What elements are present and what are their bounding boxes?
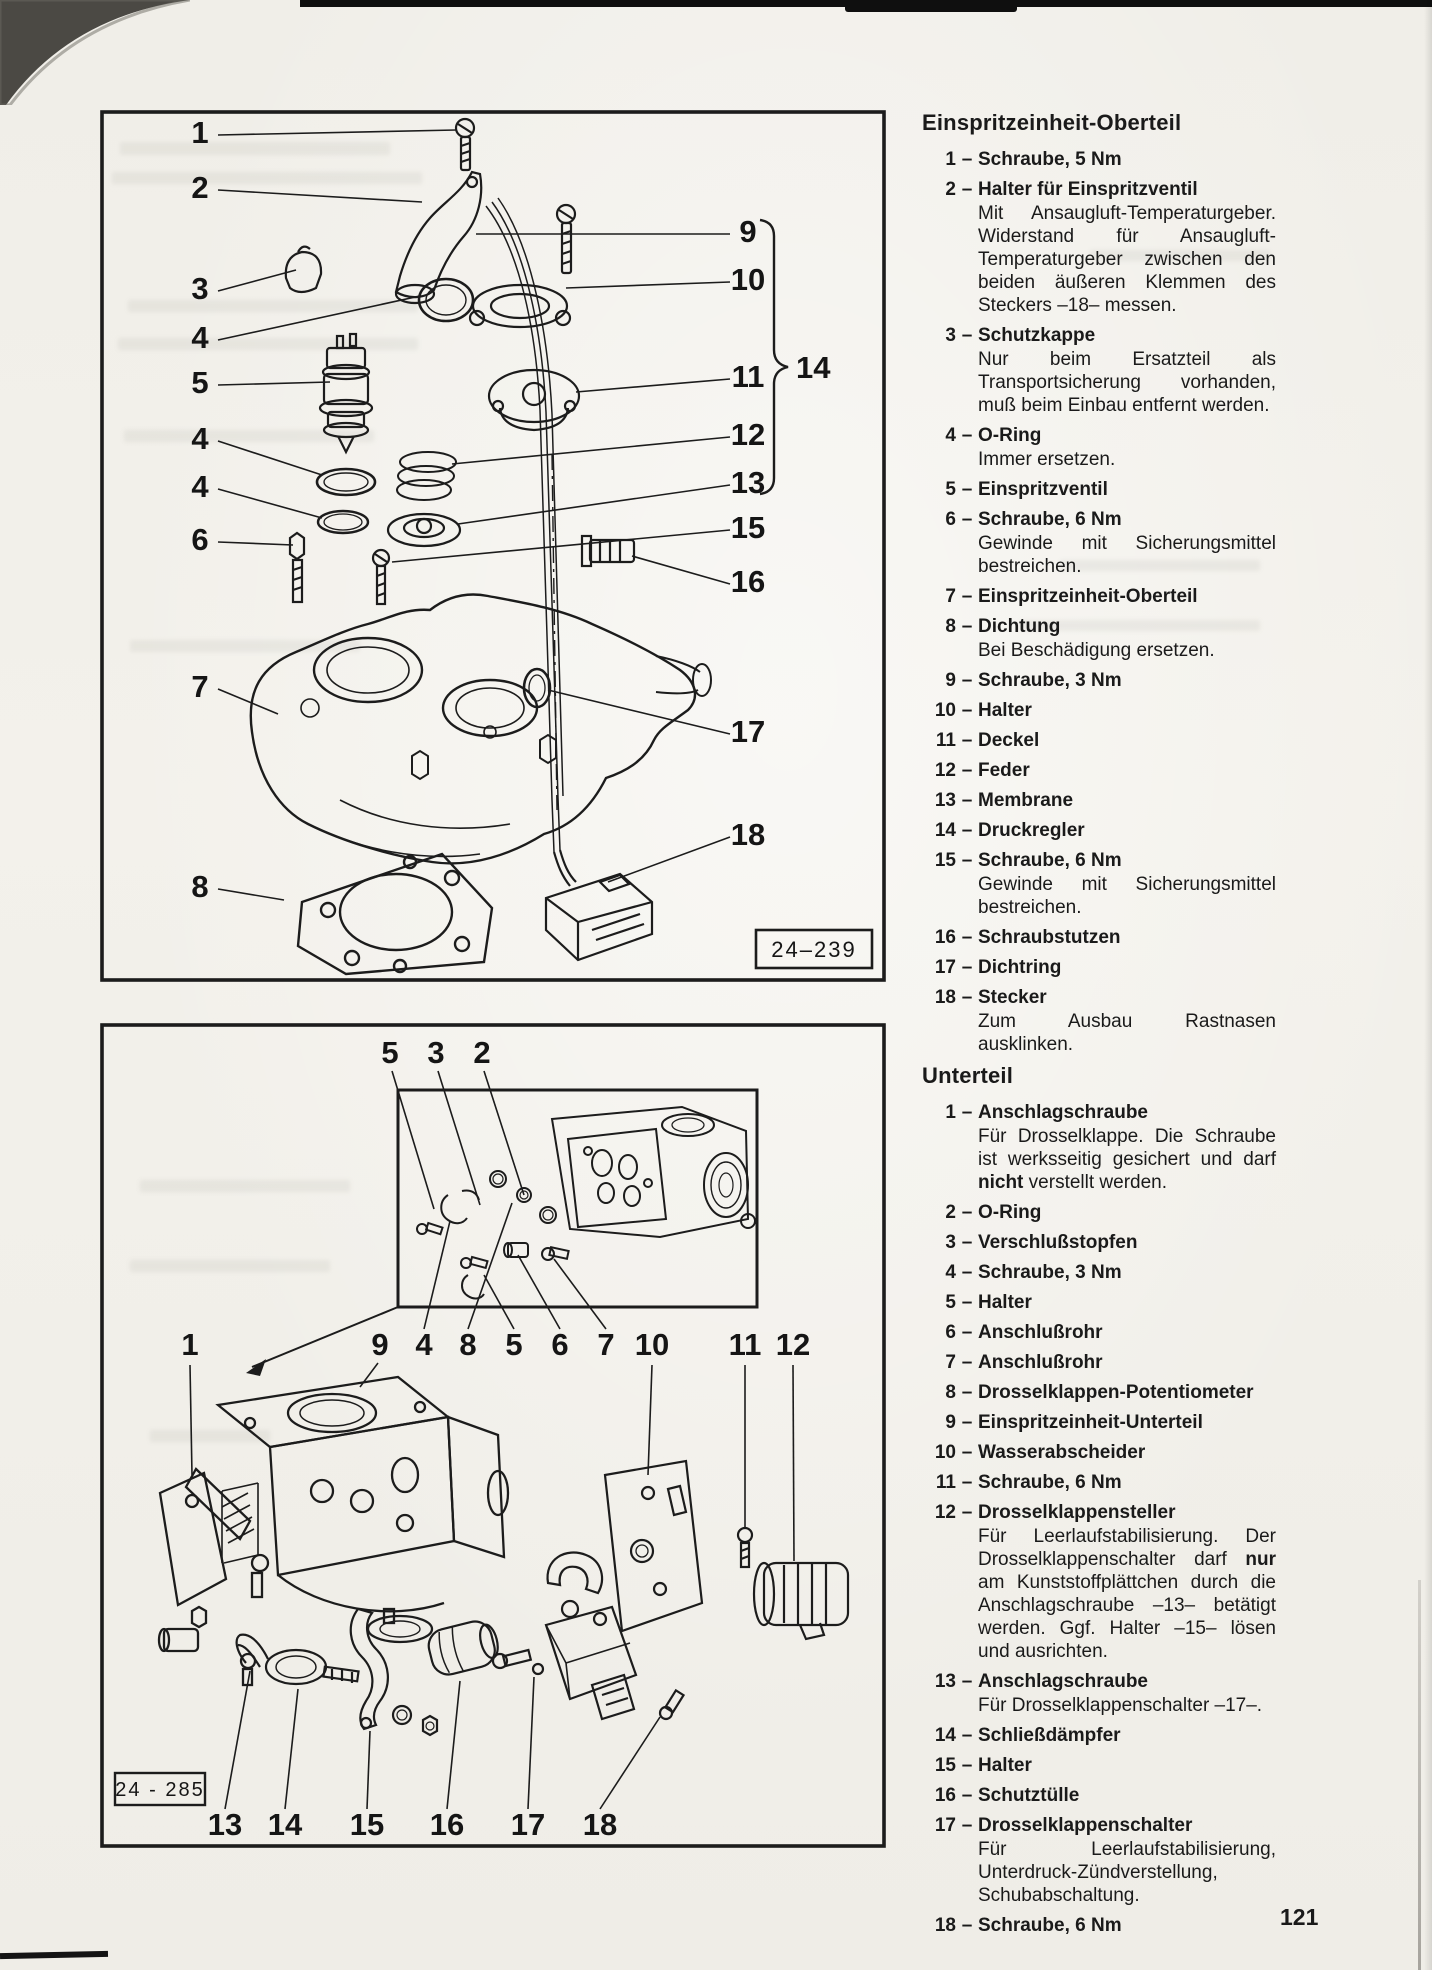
exploded-view-oberteil [100,110,886,982]
part-row [922,1231,1276,1254]
part-dash: – [961,987,973,1008]
connector-part [546,850,652,960]
part-number: 7 [945,586,956,607]
desc-segment: Immer ersetzen. [978,449,1116,470]
holder-part [396,172,481,303]
part-name: Einspritzventil [978,479,1108,500]
part-dash: – [961,1322,973,1343]
seal-ring [524,669,550,707]
rubber-boot [425,1617,502,1678]
figure-oberteil [100,110,886,982]
part-number: 1 [945,149,956,170]
part-description [978,1125,1276,1194]
part-item [922,1291,1276,1314]
callout: 9 [371,1327,389,1362]
part-name: Schraube, 6 Nm [978,1472,1122,1493]
figure-tag: 24 - 285 [115,1779,205,1801]
desc-segment: Für Leerlaufstabilisierung, Unterdruck-Zündverstellung, Schubabschaltung. [978,1839,1276,1906]
part-row [922,585,1276,608]
part-item [922,1231,1276,1254]
part-dash: – [961,1102,973,1123]
part-number: 2 [945,179,956,200]
part-item [922,926,1276,949]
throttle-switch [493,1607,636,1719]
part-dash: – [961,1755,973,1776]
part-row [922,508,1276,531]
part-name: Schraube, 6 Nm [978,509,1122,530]
part-number: 1 [945,1102,956,1123]
part-number: 13 [934,790,956,811]
desc-segment: nur [1245,1549,1276,1570]
part-dash: – [961,179,973,200]
callout: 13 [207,1807,243,1842]
part-number: 14 [934,1725,956,1746]
part-row [922,615,1276,638]
part-name: Halter [978,1292,1032,1313]
part-dash: – [961,1382,973,1403]
part-description [978,448,1276,471]
desc-segment: Gewinde mit Sicherungsmittel bestreichen. [978,533,1276,577]
oberteil-list [922,148,1276,1056]
spring-part [397,452,456,500]
part-item [922,1914,1276,1937]
part-item [922,1814,1276,1907]
part-name: Drosselklappensteller [978,1502,1176,1523]
page-curl-line [1418,1580,1421,1970]
callout: 14 [267,1807,303,1842]
part-number: 9 [945,670,956,691]
oberteil-title: Einspritzeinheit-Oberteil [922,110,1182,135]
scan-edge-bottom [0,1951,108,1959]
screw-part [456,119,474,170]
part-row [922,729,1276,752]
part-item [922,849,1276,919]
part-row [922,1754,1276,1777]
part-dash: – [961,1412,973,1433]
part-name: O-Ring [978,1202,1042,1223]
part-number: 3 [945,1232,956,1253]
part-dash: – [961,1502,973,1523]
part-item [922,986,1276,1056]
callout: 7 [191,669,209,704]
part-item [922,148,1276,171]
inset-assembly [417,1107,755,1298]
callout: 6 [191,522,209,557]
part-row [922,699,1276,722]
part-item [922,1381,1276,1404]
part-item [922,1501,1276,1663]
part-dash: – [961,670,973,691]
part-name: Feder [978,760,1030,781]
part-name: Deckel [978,730,1040,751]
flange-part [470,285,570,327]
part-number: 16 [934,1785,956,1806]
part-number: 13 [934,1671,956,1692]
part-dash: – [961,509,973,530]
figure-tag: 24–239 [771,937,857,962]
part-name: Schließdämpfer [978,1725,1121,1746]
part-dash: – [961,1352,973,1373]
part-name: Schraube, 5 Nm [978,149,1122,170]
callout: 5 [191,365,209,400]
part-item [922,819,1276,842]
washer-and-nut [393,1706,437,1735]
part-row [922,789,1276,812]
callout: 16 [429,1807,465,1842]
callout: 18 [730,817,766,852]
part-name: Drosselklappenschalter [978,1815,1193,1836]
part-dash: – [961,1232,973,1253]
callout: 16 [730,564,766,599]
exploded-view-unterteil [100,1023,886,1848]
cover-part [489,370,579,430]
desc-segment: am Kunststoffplättchen durch die Anschlagschraube –13– betätigt werden. Ggf. Halter –15– lösen und ausrichten. [978,1572,1276,1662]
part-number: 17 [934,957,956,978]
unterteil-title: Unterteil [922,1063,1014,1088]
part-number: 2 [945,1202,956,1223]
scan-corner-shadow [0,0,190,105]
positioner-part [754,1563,848,1639]
part-item [922,1471,1276,1494]
part-description [978,873,1276,919]
screw-part [373,550,389,604]
part-name: Halter für Einspritzventil [978,179,1198,200]
part-name: Schutzkappe [978,325,1096,346]
part-item [922,178,1276,317]
callout: 17 [510,1807,546,1842]
part-dash: – [961,479,973,500]
part-row [922,1201,1276,1224]
part-number: 18 [934,1915,956,1936]
part-description [978,1694,1276,1717]
gasket-part [298,854,492,974]
callout: 13 [730,465,766,500]
callout: 1 [181,1327,199,1362]
part-number: 9 [945,1412,956,1433]
part-description [978,1838,1276,1907]
part-row [922,324,1276,347]
desc-segment: Gewinde mit Sicherungsmittel bestreichen. [978,874,1276,918]
part-item [922,1351,1276,1374]
closing-damper [237,1635,359,1684]
callout: 8 [191,869,209,904]
part-description [978,639,1276,662]
part-number: 15 [934,1755,956,1776]
part-dash: – [961,1292,973,1313]
part-name: Anschlußrohr [978,1322,1103,1343]
callout: 4 [191,421,209,456]
part-item [922,1441,1276,1464]
part-description [978,1525,1276,1663]
page-edge-shade [1424,0,1432,1970]
part-dash: – [961,790,973,811]
part-item [922,324,1276,417]
callout: 5 [381,1035,399,1070]
part-number: 5 [945,479,956,500]
figure-frame [102,112,884,980]
part-dash: – [961,850,973,871]
part-name: Dichtung [978,616,1061,637]
part-description [978,532,1276,578]
part-dash: – [961,425,973,446]
unterteil-list [922,1101,1276,1937]
part-row [922,669,1276,692]
part-dash: – [961,1262,973,1283]
part-item [922,729,1276,752]
part-row [922,1291,1276,1314]
figure-frame [102,1025,884,1846]
part-item [922,669,1276,692]
desc-segment: Für Drosselklappe. Die Schraube ist werksseitig gesichert und darf [978,1126,1276,1170]
part-name: Schraube, 3 Nm [978,1262,1122,1283]
part-name: O-Ring [978,425,1042,446]
desc-segment: nicht [978,1172,1024,1193]
part-item [922,1670,1276,1717]
part-row [922,819,1276,842]
part-description [978,1010,1276,1056]
part-row [922,1261,1276,1284]
part-name: Anschlußrohr [978,1352,1103,1373]
part-row [922,1784,1276,1807]
callout: 15 [349,1807,385,1842]
part-name: Halter [978,700,1032,721]
part-row [922,956,1276,979]
part-row [922,1670,1276,1693]
part-number: 10 [934,700,956,721]
callout: 4 [191,320,209,355]
part-number: 6 [945,1322,956,1343]
stud-part [290,533,304,602]
part-dash: – [961,927,973,948]
part-name: Druckregler [978,820,1085,841]
desc-segment: Nur beim Ersatzteil als Transportsicherung vorhanden, muß beim Einbau entfernt werden. [978,349,1276,416]
part-dash: – [961,1815,973,1836]
page-number: 121 [1280,1904,1319,1930]
part-row [922,1351,1276,1374]
part-row [922,148,1276,171]
callout: 8 [459,1327,477,1362]
callout: 15 [730,510,766,545]
callout: 4 [191,469,209,504]
part-name: Schraubstutzen [978,927,1121,948]
part-row [922,1501,1276,1524]
callout: 2 [191,170,209,205]
u-clamp [548,1553,606,1625]
part-dash: – [961,586,973,607]
part-dash: – [961,325,973,346]
part-dash: – [961,957,973,978]
part-dash: – [961,1915,973,1936]
part-number: 6 [945,509,956,530]
part-name: Schraube, 3 Nm [978,670,1122,691]
part-name: Schraube, 6 Nm [978,1915,1122,1936]
part-number: 8 [945,1382,956,1403]
desc-segment: Für Leerlaufstabilisierung. Der Drosselklappenschalter darf [978,1526,1276,1570]
part-item [922,1411,1276,1434]
part-description [978,348,1276,417]
part-item [922,1201,1276,1224]
part-item [922,1321,1276,1344]
callout: 1 [191,115,209,150]
desc-segment: Mit Ansaugluft-Temperaturgeber. Widerstand für Ansaugluft-Temperaturgeber zwischen den beiden äußeren Klemmen des Steckers –18– messen. [978,203,1276,316]
callout: 2 [473,1035,491,1070]
part-row [922,849,1276,872]
part-dash: – [961,616,973,637]
callout: 12 [730,417,766,452]
part-item [922,585,1276,608]
part-number: 12 [934,760,956,781]
part-dash: – [961,1671,973,1692]
desc-segment: Bei Beschädigung ersetzen. [978,640,1215,661]
part-item [922,1101,1276,1194]
part-number: 15 [934,850,956,871]
part-dash: – [961,1785,973,1806]
callout: 9 [739,214,757,249]
part-dash: – [961,760,973,781]
callout: 17 [730,714,766,749]
part-name: Drosselklappen-Potentiometer [978,1382,1254,1403]
part-row [922,1471,1276,1494]
part-number: 14 [934,820,956,841]
part-item [922,699,1276,722]
part-row [922,1814,1276,1837]
part-name: Schutztülle [978,1785,1080,1806]
part-row [922,1441,1276,1464]
part-number: 11 [935,730,956,751]
screw-part [660,1690,684,1719]
part-item [922,956,1276,979]
part-name: Anschlagschraube [978,1102,1148,1123]
o-ring [317,469,375,533]
part-dash: – [961,700,973,721]
scan-edge-top-blotch [845,0,1017,12]
cap-part [286,247,321,292]
part-number: 5 [945,1292,956,1313]
part-item [922,1724,1276,1747]
part-item [922,759,1276,782]
part-number: 7 [945,1352,956,1373]
callout: 11 [728,1327,762,1362]
part-description [978,202,1276,317]
part-name: Verschlußstopfen [978,1232,1138,1253]
membrane-part [388,514,460,546]
desc-segment: verstellt werden. [1023,1172,1168,1193]
figure-unterteil [100,1023,886,1848]
part-dash: – [961,1442,973,1463]
part-item [922,615,1276,662]
callout: 4 [415,1327,433,1362]
part-number: 18 [934,987,956,1008]
part-number: 17 [934,1815,956,1836]
part-dash: – [961,1725,973,1746]
part-row [922,926,1276,949]
desc-segment: Zum Ausbau Rastnasen ausklinken. [978,1011,1276,1055]
part-name: Halter [978,1755,1032,1776]
part-dash: – [961,1472,973,1493]
part-name: Membrane [978,790,1074,811]
part-item [922,789,1276,812]
part-number: 16 [934,927,956,948]
desc-segment: Für Drosselklappenschalter –17–. [978,1695,1263,1716]
part-name: Einspritzeinheit-Unterteil [978,1412,1203,1433]
callout: 18 [582,1807,618,1842]
part-row [922,1724,1276,1747]
callout: 6 [551,1327,569,1362]
part-dash: – [961,730,973,751]
part-dash: – [961,1202,973,1223]
part-item [922,424,1276,471]
callout: 3 [427,1035,445,1070]
fitting-part [582,536,634,566]
part-row [922,1101,1276,1124]
part-number: 4 [945,1262,956,1283]
part-row [922,1381,1276,1404]
part-name: Anschlagschraube [978,1671,1148,1692]
callout: 7 [597,1327,615,1362]
part-row [922,178,1276,201]
part-row [922,986,1276,1009]
callout: 10 [634,1327,670,1362]
callout: 11 [731,359,765,394]
part-number: 10 [934,1442,956,1463]
callout: 12 [775,1327,811,1362]
parts-column [922,110,1276,1944]
part-row [922,424,1276,447]
part-item [922,1754,1276,1777]
housing-part [251,595,711,864]
part-number: 8 [945,616,956,637]
part-row [922,1321,1276,1344]
part-item [922,478,1276,501]
part-name: Schraube, 6 Nm [978,850,1122,871]
separator-plate [605,1461,702,1631]
callout: 5 [505,1327,523,1362]
part-item [922,1261,1276,1284]
part-name: Einspritzeinheit-Oberteil [978,586,1198,607]
callout: 10 [730,262,766,297]
part-name: Stecker [978,987,1047,1008]
leader-lines [218,130,730,900]
part-row [922,478,1276,501]
part-item [922,1784,1276,1807]
part-number: 12 [934,1502,956,1523]
part-row [922,1411,1276,1434]
throttle-body [159,1377,508,1685]
screw-part [738,1528,752,1567]
part-number: 4 [945,425,956,446]
injector-part [320,334,372,452]
callout: 3 [191,271,209,306]
part-name: Wasserabscheider [978,1442,1146,1463]
part-row [922,1914,1276,1937]
part-number: 3 [945,325,956,346]
screw-part [557,205,575,273]
part-dash: – [961,149,973,170]
part-dash: – [961,820,973,841]
part-row [922,759,1276,782]
part-item [922,508,1276,578]
wire-harness [486,198,563,852]
part-number: 11 [935,1472,956,1493]
callout: 14 [796,350,831,385]
part-name: Dichtring [978,957,1062,978]
